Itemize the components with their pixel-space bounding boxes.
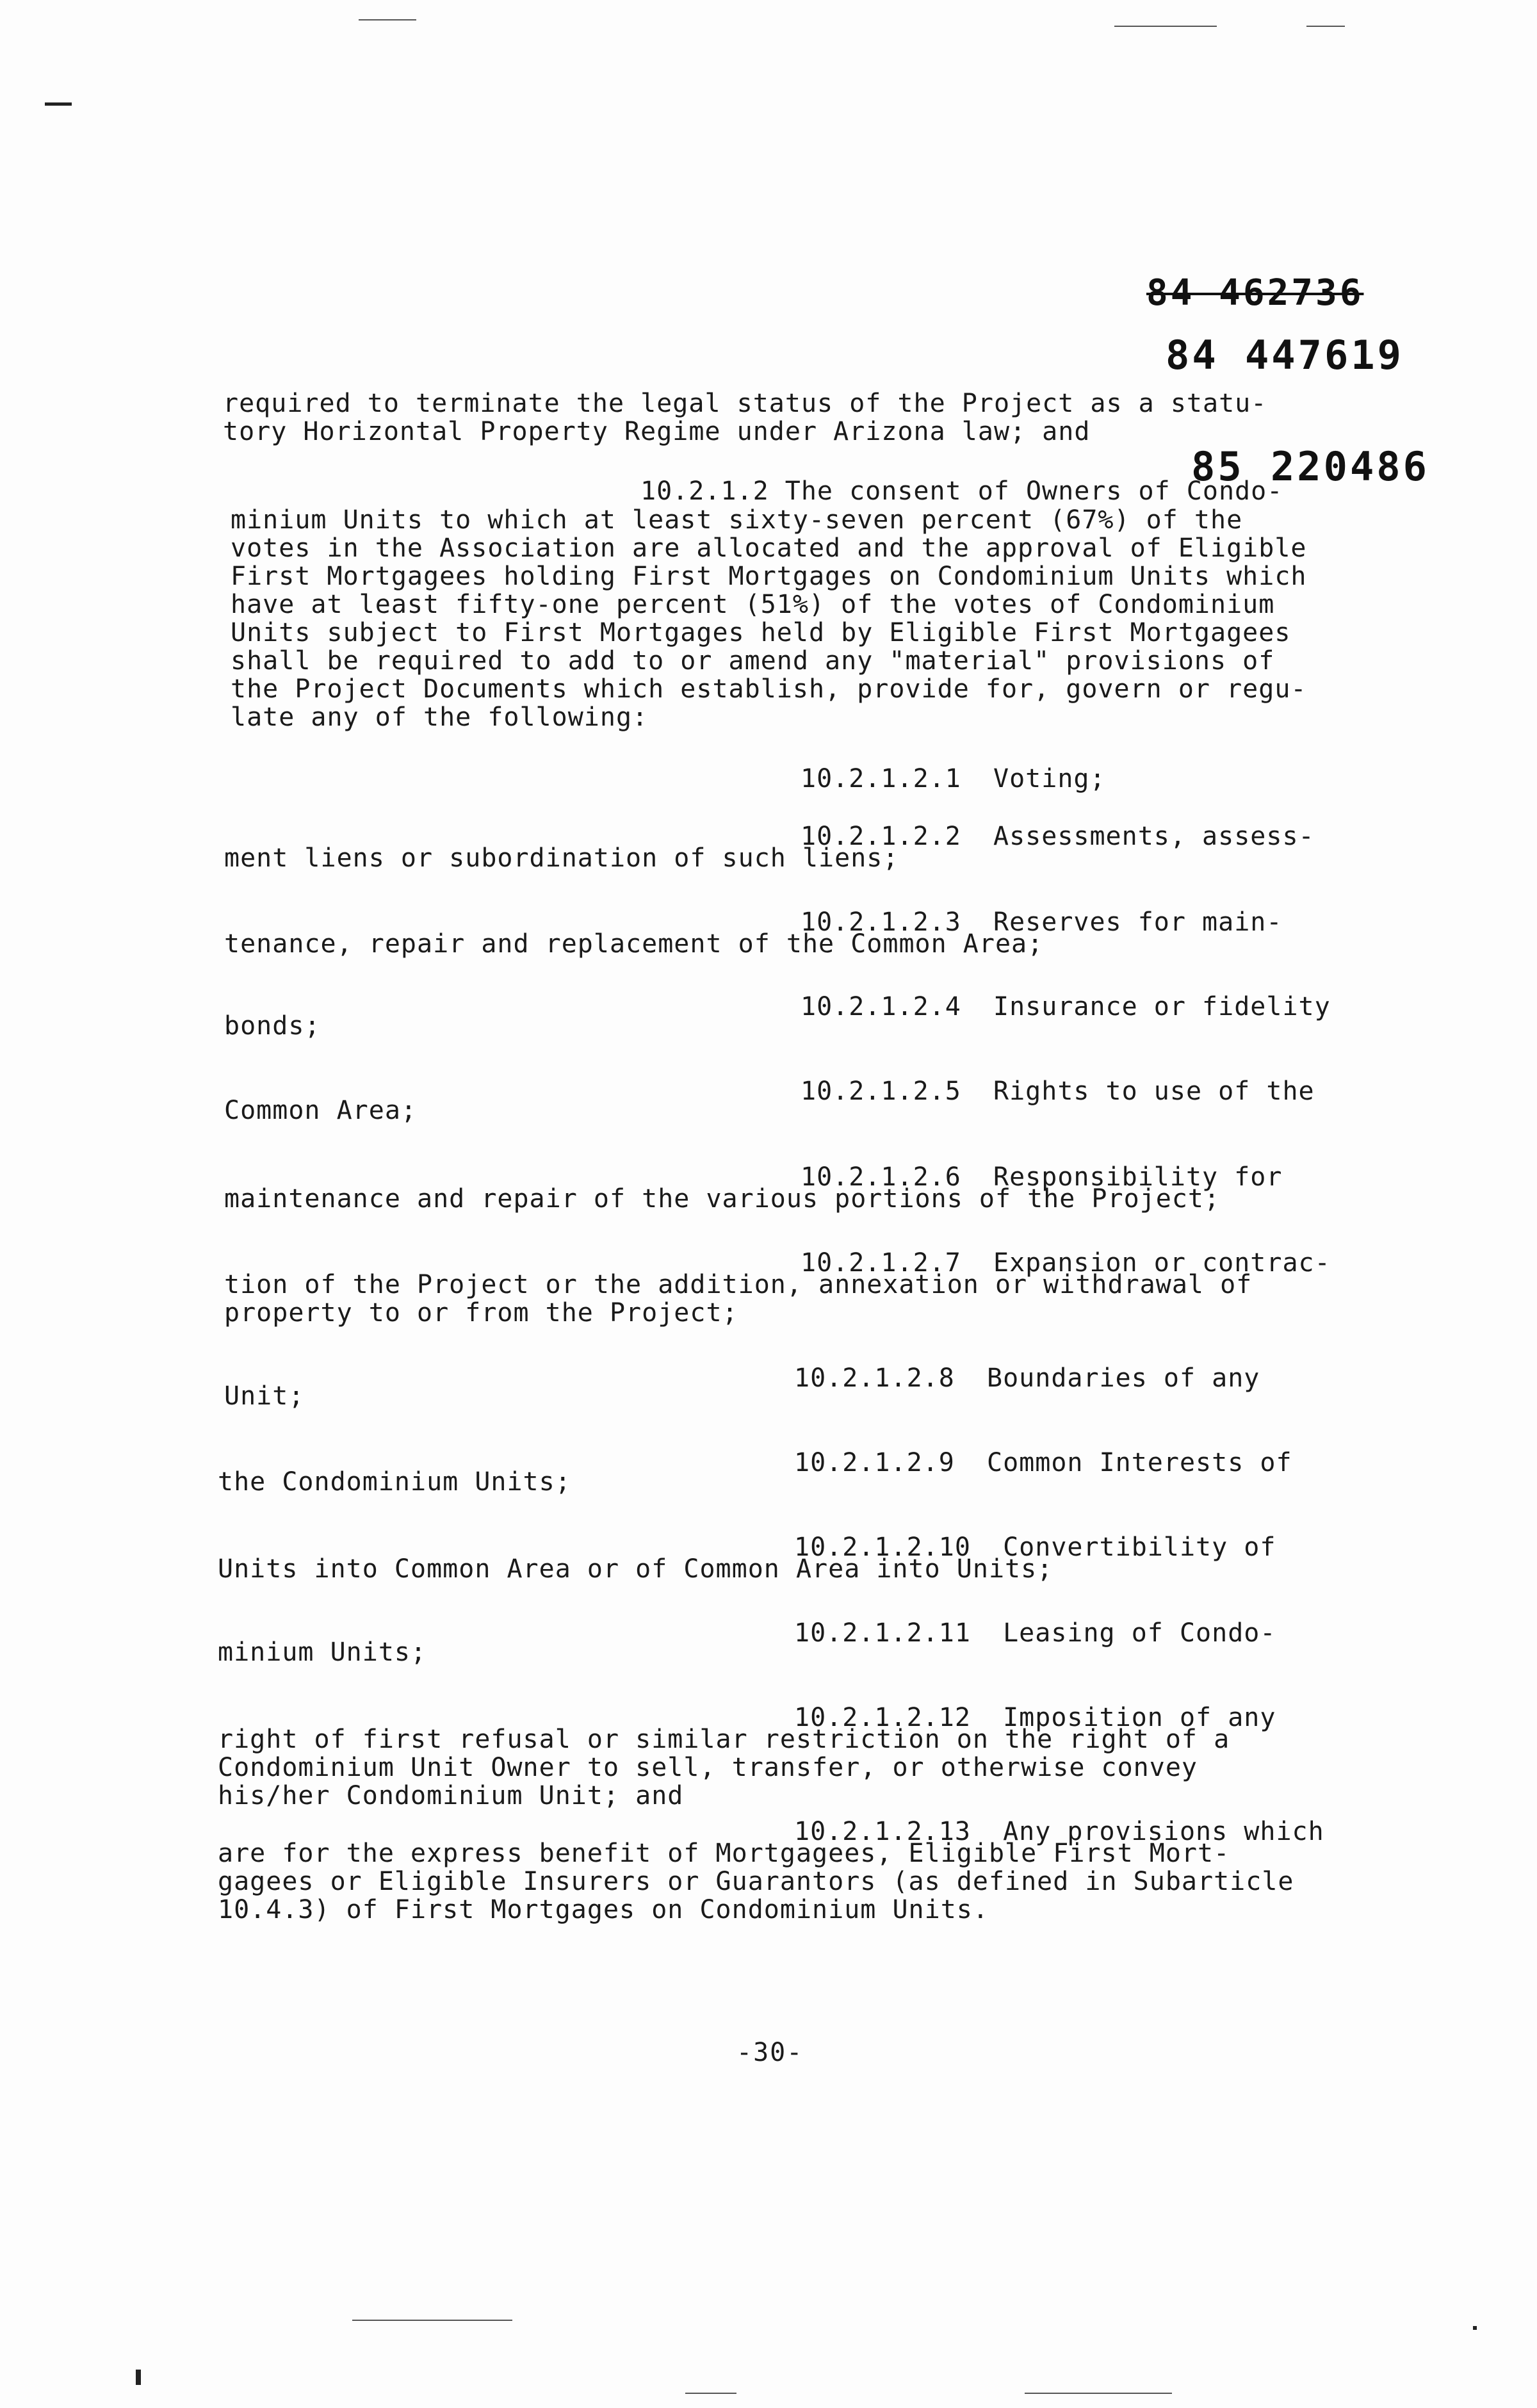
body-line: tory Horizontal Property Regime under Arizona law; and [223,417,1091,446]
body-line: late any of the following: [231,703,649,732]
body-line: Units into Common Area or of Common Area into Units; [218,1554,1053,1584]
body-line: Condominium Unit Owner to sell, transfer, or otherwise convey [218,1753,1198,1782]
subsection-line: 10.2.1.2.4 Insurance or fidelity [801,992,1331,1021]
body-line: the Project Documents which establish, provide for, govern or regu- [231,674,1307,704]
body-line: ment liens or subordination of such liens; [224,843,899,873]
subsection-line: 10.2.1.2.10 Convertibility of [794,1533,1276,1562]
body-line: Unit; [224,1381,305,1411]
body-line: tion of the Project or the addition, annexation or withdrawal of [224,1270,1253,1299]
body-line: First Mortgagees holding First Mortgages on Condominium Units which [231,562,1307,591]
body-line: tenance, repair and replacement of the Common Area; [224,929,1044,959]
body-line: gagees or Eligible Insurers or Guarantors (as defined in Subarticle [218,1867,1294,1896]
scan-artifact-top [1114,26,1217,27]
body-line: votes in the Association are allocated and the approval of Eligible [231,533,1307,563]
body-line: shall be required to add to or amend any "material" provisions of [231,646,1275,676]
body-line: the Condominium Units; [218,1467,571,1497]
subsection-line: 10.2.1.2.6 Responsibility for [801,1162,1283,1192]
subsection-line: 10.2.1.2.5 Rights to use of the [801,1077,1315,1106]
subsection-line: 10.2.1.2.9 Common Interests of [794,1448,1292,1477]
subsection-line: 10.2.1.2.11 Leasing of Condo- [794,1618,1276,1648]
scan-mark-bottom-right [1473,2326,1477,2330]
body-line: right of first refusal or similar restriction on the right of a [218,1725,1230,1754]
scan-artifact-top [359,19,416,20]
struck-recording-number: 84 462736 [1146,272,1364,314]
subsection-line: 10.2.1.2.7 Expansion or contrac- [801,1248,1331,1278]
subsection-line: 10.2.1.2.1 Voting; [801,764,1106,793]
scan-artifact-bottom [1025,2393,1172,2394]
body-line: Units subject to First Mortgages held by Eligible First Mortgagees [231,618,1291,647]
subsection-line: 10.2.1.2.12 Imposition of any [794,1703,1276,1732]
subsection-line: 10.2.1.2.2 Assessments, assess- [801,822,1315,851]
scan-mark-top-left [45,102,72,106]
body-line: 10.4.3) of First Mortgages on Condominium Units. [218,1895,989,1924]
body-line: 10.2.1.2 The consent of Owners of Condo- [640,476,1283,506]
scan-artifact-top [1306,26,1345,27]
body-line: are for the express benefit of Mortgagees, Eligible First Mort- [218,1839,1230,1868]
page-number: -30- [736,2038,804,2067]
body-line: property to or from the Project; [224,1298,738,1328]
body-line: his/her Condominium Unit; and [218,1781,684,1810]
body-line: bonds; [224,1011,321,1041]
recording-number: 85 220486 [1191,443,1429,490]
body-line: minium Units; [218,1638,427,1667]
body-line: required to terminate the legal status of the Project as a statu- [223,389,1267,418]
body-line: minium Units to which at least sixty-seven percent (67%) of the [231,505,1243,535]
subsection-line: 10.2.1.2.3 Reserves for main- [801,907,1283,937]
scan-artifact-bottom [685,2393,736,2394]
scan-artifact-bottom [352,2320,512,2321]
body-line: maintenance and repair of the various portions of the Project; [224,1184,1221,1214]
recording-number: 84 447619 [1166,332,1404,378]
body-line: have at least fifty-one percent (51%) of the votes of Condominium [231,590,1275,619]
subsection-line: 10.2.1.2.8 Boundaries of any [794,1363,1260,1393]
scan-mark-bottom-left [136,2370,141,2385]
body-line: Common Area; [224,1096,417,1125]
subsection-line: 10.2.1.2.13 Any provisions which [794,1817,1324,1846]
